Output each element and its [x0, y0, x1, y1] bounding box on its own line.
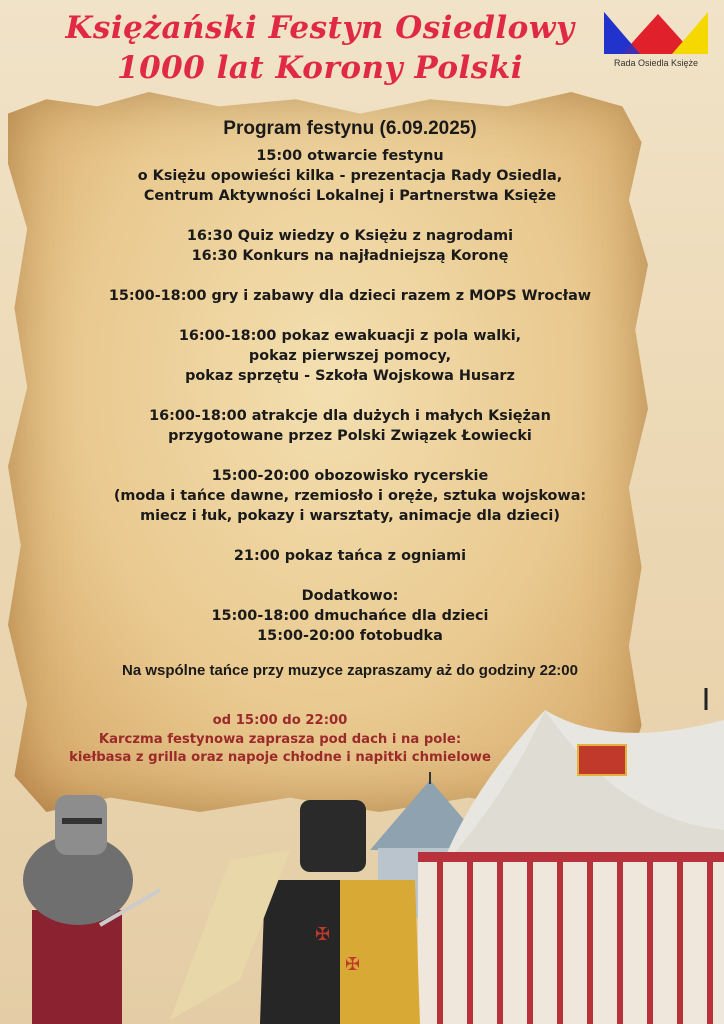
knight-left-icon — [23, 795, 160, 1024]
program-heading: Program festynu (6.09.2025) — [223, 118, 477, 139]
program-block — [0, 586, 700, 646]
knight-right-icon — [170, 800, 420, 1024]
program-line: 21:00 pokaz tańca z ogniami — [233, 548, 467, 564]
logo-caption: Rada Osiedla Księże — [613, 58, 699, 68]
program-line: miecz i łuk, pokazy i warsztaty, animacje dla dzieci) — [140, 508, 560, 524]
program-line: Centrum Aktywności Lokalnej i Partnerstwa Księże — [143, 188, 557, 204]
triangles-logo-icon — [602, 10, 710, 56]
program-line: 15:00-18:00 gry i zabawy dla dzieci razem z MOPS Wrocław — [108, 288, 592, 304]
program-line: Dodatkowo: — [301, 588, 399, 604]
program-block — [0, 546, 700, 566]
program-block — [0, 466, 700, 526]
closing-line: Na wspólne tańce przy muzyce zapraszamy aż do godziny 22:00 — [122, 662, 578, 679]
program-block — [0, 406, 700, 446]
program-line: przygotowane przez Polski Związek Łowiecki — [168, 428, 532, 444]
program-line: 15:00-20:00 obozowisko rycerskie — [211, 468, 489, 484]
program-block — [0, 226, 700, 266]
program-line: (moda i tańce dawne, rzemiosło i oręże, sztuka wojskowa: — [113, 488, 587, 504]
page-title-line2: 1000 lat Korony Polski — [117, 50, 523, 86]
tavern-line: Karczma festynowa zaprasza pod dach i na pole: — [98, 731, 462, 747]
program-line: 16:30 Konkurs na najładniejszą Koronę — [191, 248, 509, 264]
program-line: 16:30 Quiz wiedzy o Księżu z nagrodami — [186, 228, 514, 244]
program-block — [0, 326, 700, 386]
program-line: 16:00-18:00 pokaz ewakuacji z pola walki, — [178, 328, 522, 344]
page-title-line1: Księżański Festyn Osiedlowy — [65, 10, 575, 46]
program-block — [0, 146, 700, 206]
medieval-scene-illustration — [0, 680, 724, 1024]
program-line: 15:00-18:00 dmuchańce dla dzieci — [211, 608, 489, 624]
svg-text:✠: ✠ — [315, 924, 331, 945]
tavern-line: kiełbasa z grilla oraz napoje chłodne i napitki chmielowe — [69, 750, 491, 765]
rada-osiedla-logo — [600, 10, 712, 68]
svg-text:✠: ✠ — [345, 954, 361, 975]
program-line: 15:00-20:00 fotobudka — [257, 628, 443, 644]
program-line: 15:00 otwarcie festynu — [256, 148, 444, 164]
program-block — [0, 286, 700, 306]
program-line: pokaz pierwszej pomocy, — [248, 348, 452, 364]
large-tent-icon — [418, 688, 724, 1024]
program-line: 16:00-18:00 atrakcje dla dużych i małych Księżan — [149, 408, 551, 424]
program-section — [0, 118, 700, 679]
program-line: pokaz sprzętu - Szkoła Wojskowa Husarz — [185, 368, 515, 384]
program-line: o Księżu opowieści kilka - prezentacja Rady Osiedla, — [137, 168, 563, 184]
tavern-hours: od 15:00 do 22:00 — [212, 713, 348, 728]
